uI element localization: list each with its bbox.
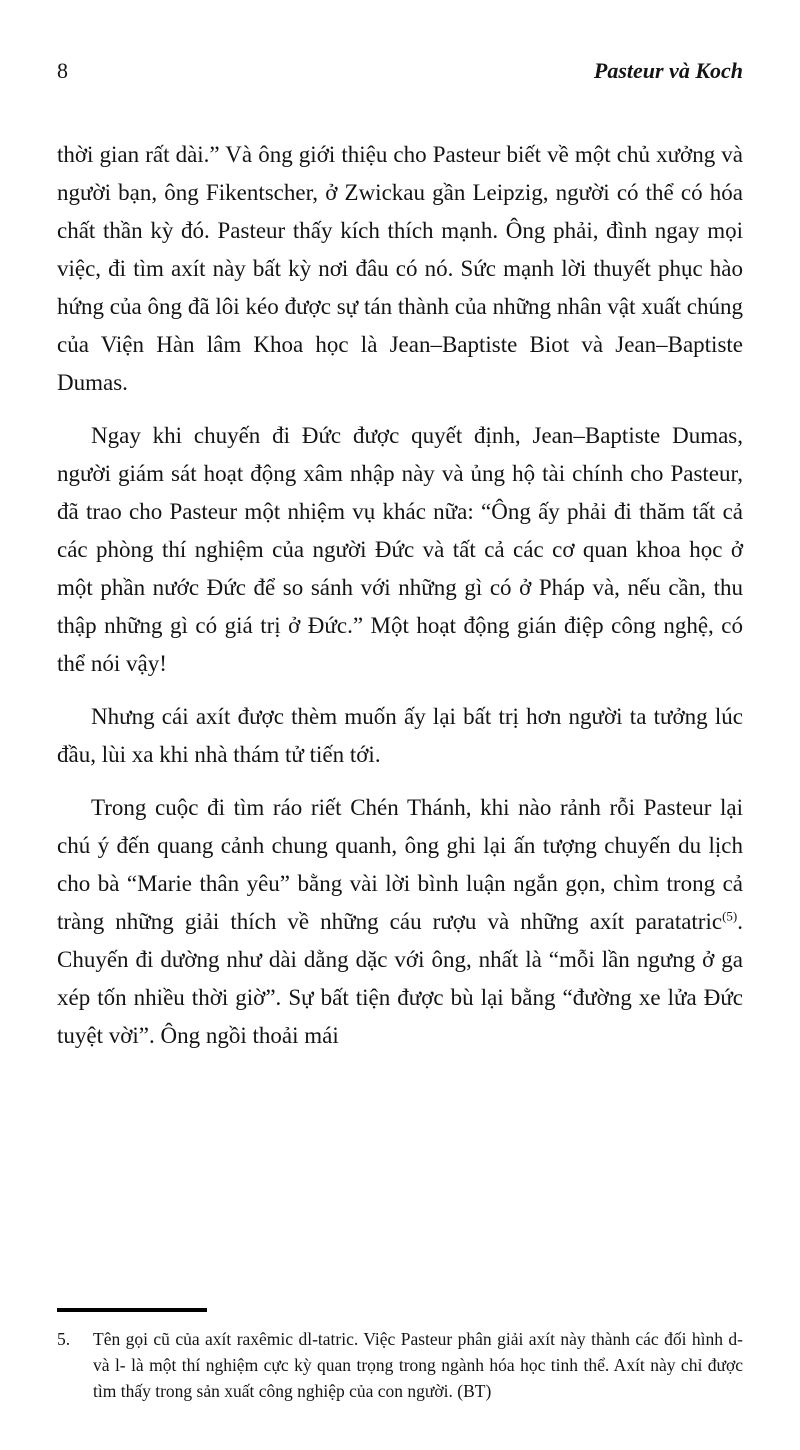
running-title: Pasteur và Koch bbox=[593, 58, 743, 83]
page-header bbox=[57, 58, 743, 84]
paragraph-3: Nhưng cái axít được thèm muốn ấy lại bất trị hơn người ta tưởng lúc đầu, lùi xa khi nhà thám tử tiến tới. bbox=[57, 704, 743, 767]
paragraph-4 bbox=[57, 789, 743, 1055]
paragraph-4-text: Trong cuộc đi tìm ráo riết Chén Thánh, khi nào rảnh rỗi Pasteur lại chú ý đến quang cảnh chung quanh, ông ghi lại ấn tượng chuyến du lịch cho bà “Marie thân yêu” bằng vài lời bình luận ngắn gọn, chìm trong cả tràng những giải thích về những cáu rượu và những axít paratatric bbox=[57, 795, 743, 934]
footnote-5 bbox=[57, 1326, 743, 1404]
footnote-area bbox=[57, 1308, 743, 1404]
paragraph-1: thời gian rất dài.” Và ông giới thiệu cho Pasteur biết về một chủ xưởng và người bạn, ông Fikentscher, ở Zwickau gần Leipzig, người có thể có hóa chất thần kỳ đó. Pasteur thấy kích thích mạnh. Ông phải, đình ngay mọi việc, đi tìm axít này bất kỳ nơi đâu có nó. Sức mạnh lời thuyết phục hào hứng của ông đã lôi kéo được sự tán thành của những nhân vật xuất chúng của Viện Hàn lâm Khoa học là Jean–Baptiste Biot và Jean–Baptiste Dumas. bbox=[57, 142, 743, 395]
footnote-ref-5: (5) bbox=[722, 908, 738, 924]
body-text bbox=[57, 136, 743, 1055]
footnote-text: Tên gọi cũ của axít raxêmic dl-tatric. Việc Pasteur phân giải axít này thành các đối hình d- và l- là một thí nghiệm cực kỳ quan trọng trong ngành hóa học tinh thể. Axít này chỉ được tìm thấy trong sản xuất công nghiệp của con người. (BT) bbox=[93, 1329, 743, 1401]
paragraph-4-text-cont: . Chuyến đi dường như dài dằng dặc với ông, nhất là “mỗi lần ngưng ở ga xép tốn nhiều thời giờ”. Sự bất tiện được bù lại bằng “đường xe lửa Đức tuyệt vời”. Ông ngồi thoải mái bbox=[57, 909, 743, 1048]
paragraph-2: Ngay khi chuyến đi Đức được quyết định, Jean–Baptiste Dumas, người giám sát hoạt động xâm nhập này và ủng hộ tài chính cho Pasteur, đã trao cho Pasteur một nhiệm vụ khác nữa: “Ông ấy phải đi thăm tất cả các phòng thí nghiệm của người Đức và tất cả các cơ quan khoa học ở một phần nước Đức để so sánh với những gì có ở Pháp và, nếu cần, thu thập những gì có giá trị ở Đức.” Một hoạt động gián điệp công nghệ, có thể nói vậy! bbox=[57, 423, 743, 676]
footnote-rule bbox=[57, 1308, 207, 1312]
footnote-marker: 5. bbox=[57, 1329, 71, 1349]
page-number: 8 bbox=[57, 58, 69, 83]
